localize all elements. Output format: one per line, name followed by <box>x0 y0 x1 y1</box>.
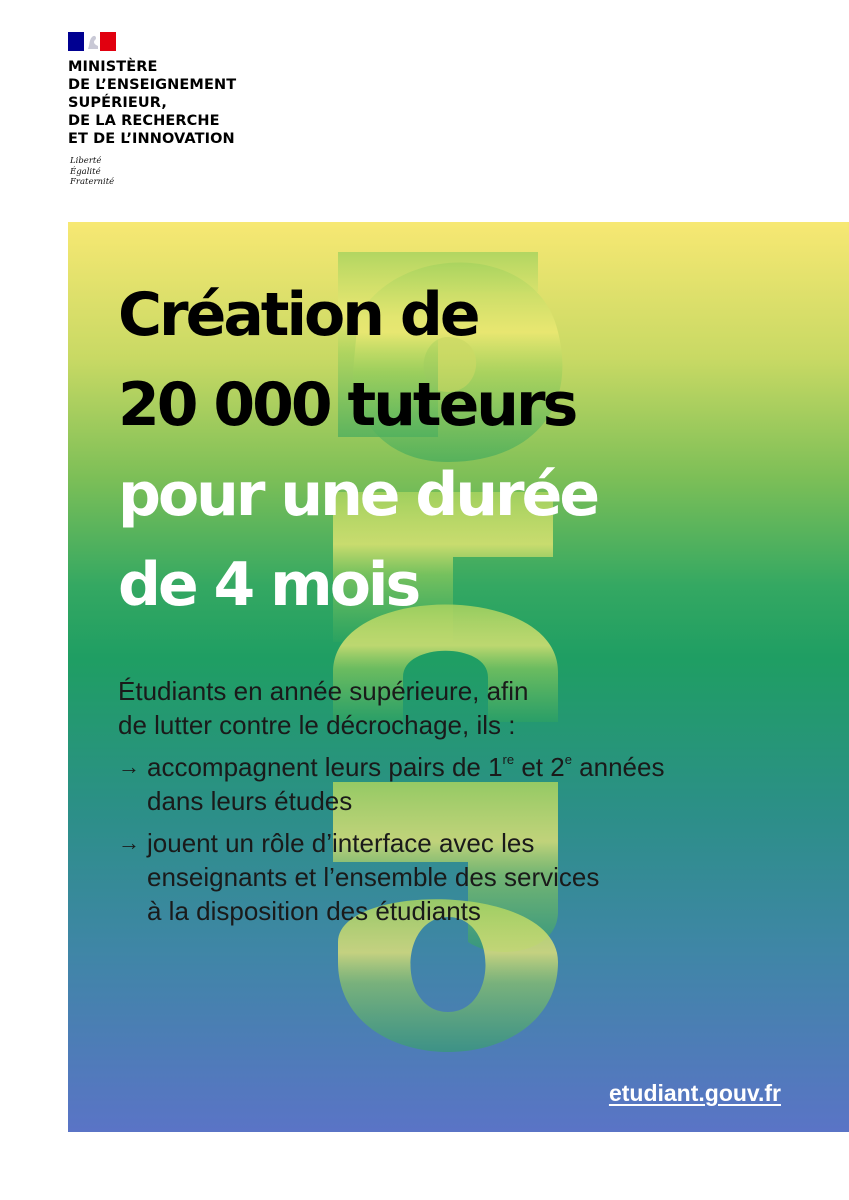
bullet-item <box>118 826 818 928</box>
intro-paragraph <box>118 674 818 742</box>
marianne-logo <box>68 32 116 51</box>
bullet-item <box>118 750 818 818</box>
headline-line: de 4 mois <box>118 550 419 620</box>
superscript: re <box>502 752 515 767</box>
description <box>118 674 818 928</box>
motto-line: Fraternité <box>70 177 115 187</box>
motto-line: Liberté <box>70 156 102 166</box>
ministry-line: MINISTÈRE <box>68 59 158 75</box>
superscript: e <box>564 752 572 767</box>
ministry-line: SUPÉRIEUR, <box>68 95 167 111</box>
intro-line: de lutter contre le décrochage, ils : <box>118 710 516 740</box>
motto-line: Égalité <box>70 166 101 177</box>
arrow-right-icon: → <box>118 754 140 779</box>
bullet-text: années <box>571 752 665 782</box>
poster-panel <box>68 222 849 1132</box>
bullet-line: à la disposition des étudiants <box>147 896 481 926</box>
headline-line: pour une durée <box>118 460 598 530</box>
bullet-line: enseignants et l’ensemble des services <box>147 862 600 892</box>
headline <box>118 270 597 630</box>
ministry-line: DE LA RECHERCHE <box>68 113 220 129</box>
ministry-line: DE L’ENSEIGNEMENT <box>68 77 237 93</box>
bullet-line: jouent un rôle d’interface avec les <box>147 828 535 858</box>
headline-line: 20 000 tuteurs <box>118 370 576 440</box>
ministry-name <box>68 58 328 148</box>
republic-motto <box>70 156 114 188</box>
arrow-right-icon: → <box>118 830 140 855</box>
website-link[interactable]: etudiant.gouv.fr <box>608 1080 781 1106</box>
bullet-text: et 2 <box>514 752 565 782</box>
ministry-line: ET DE L’INNOVATION <box>68 131 235 147</box>
bullet-line <box>147 750 818 784</box>
headline-line: Création de <box>118 280 478 350</box>
intro-line: Étudiants en année supérieure, afin <box>118 676 529 706</box>
bullet-line: dans leurs études <box>147 786 353 816</box>
bullet-text: accompagnent leurs pairs de 1 <box>147 752 503 782</box>
